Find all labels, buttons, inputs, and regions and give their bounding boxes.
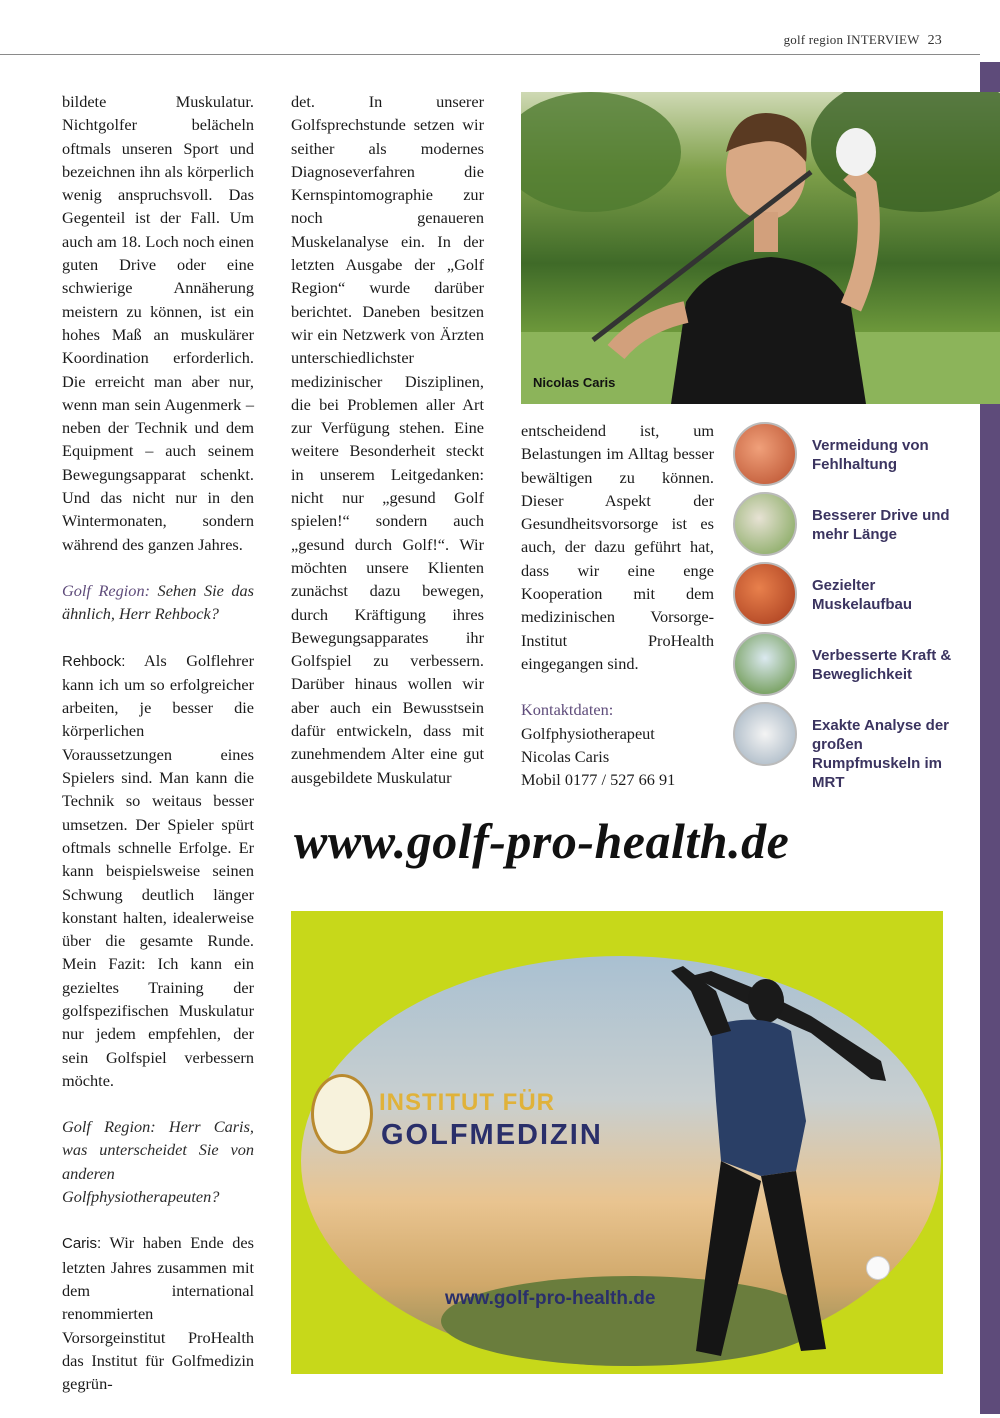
header-rule bbox=[0, 54, 980, 55]
benefit-item bbox=[731, 492, 971, 562]
mri-icon bbox=[733, 702, 797, 766]
contact-block bbox=[521, 698, 714, 791]
golf-ball-icon bbox=[866, 1256, 890, 1280]
question-text: Sehen Sie das ähnlich, Herr Rehbock? bbox=[62, 580, 254, 624]
contact-name: Nicolas Caris bbox=[521, 746, 610, 766]
website-headline[interactable]: www.golf-pro-health.de bbox=[294, 813, 790, 869]
benefit-item bbox=[731, 562, 971, 632]
institute-logo-icon bbox=[311, 1074, 373, 1154]
golfer-portrait-illustration bbox=[521, 92, 1000, 404]
interview-question bbox=[62, 579, 254, 626]
col3-paragraph: entscheidend ist, um Belastungen im Alltag besser bewältigen zu können. Dieser Aspekt der Gesundheitsvorsorge ist es auch, der dazu geführt hat, dass wir eine enge Kooperation mit dem medizinischen Vorsorge-Institut ProHealth eingegangen sind. bbox=[521, 421, 714, 673]
col1-paragraph: bildete Muskulatur. Nichtgolfer belächeln oftmals unseren Sport und bezeichnen ihn als körperlich wenig anspruchsvoll. Das Gegenteil ist der Fall. Um auch am 18. Loch noch einen guten Drive oder eine schwierige Annäherung meistern zu können, ist ein hohes Maß an muskulärer Koordination erforderlich. Die erreicht man aber nur, wenn man sein Augenmerk – neben der Technik und dem Equipment – auch seinem Bewegungsapparat schenkt. Und das nicht nur in den Wintermonaten, sondern während des ganzen Jahres. bbox=[62, 92, 254, 554]
benefit-label: Besserer Drive und mehr Länge bbox=[812, 507, 950, 543]
benefit-item bbox=[731, 422, 971, 492]
portrait-photo bbox=[521, 92, 1000, 404]
header-label: golf region INTERVIEW bbox=[783, 32, 920, 47]
thumbs-up-icon bbox=[733, 492, 797, 556]
page-number: 23 bbox=[927, 33, 942, 48]
golfer-icon bbox=[733, 632, 797, 696]
column-1 bbox=[62, 90, 254, 1418]
ad-title-line2: GOLFMEDIZIN bbox=[381, 1119, 603, 1151]
interview-question-2: Golf Region: Herr Caris, was unterscheidet Sie von anderen Golfphysiotherapeuten? bbox=[62, 1117, 254, 1207]
benefit-label: Exakte Analyse der großen Rumpfmuskeln im MRT bbox=[812, 717, 950, 791]
speaker-name: Rehbock: bbox=[62, 652, 126, 670]
question-lead: Golf Region: bbox=[62, 580, 151, 600]
contact-phone: Mobil 0177 / 527 66 91 bbox=[521, 770, 676, 790]
benefit-label: Verbesserte Kraft & Beweglichkeit bbox=[812, 647, 952, 683]
benefit-label: Gezielter Muskelaufbau bbox=[812, 577, 913, 613]
answer-paragraph bbox=[62, 649, 254, 1093]
col2-paragraph: det. In unserer Golfsprechstunde setzen wir seither als modernes Diagnoseverfahren die Kernspintomographie zur noch genaueren Muskelanalyse ein. In der letzten Ausgabe der „Golf Region“ wurde darüber berichtet. Daneben besitzen wir ein Netzwerk von Ärzten unterschiedlichster medizinischer Disziplinen, die bei Problemen aller Art zur Verfügung stehen. Eine weitere Besonderheit steckt in unserem Leitgedanken: nicht nur „gesund Golf spielen!“ sondern auch „gesund durch Golf!“. Wir möchten unsere Klienten zunächst dazu bewegen, durch Kräftigung ihres Bewegungsapparates ihr Golfspiel zu verbessern. Darüber hinaus wollen wir aber auch ein Bewusstsein dafür entwickeln, dass mit zunehmendem Alter eine gut ausgebildete Muskulatur bbox=[291, 92, 484, 787]
contact-role: Golfphysiotherapeut bbox=[521, 723, 655, 743]
muscle-icon bbox=[733, 562, 797, 626]
benefit-label: Vermeidung von Fehlhaltung bbox=[812, 437, 929, 473]
column-3 bbox=[521, 419, 714, 791]
institute-advertisement bbox=[291, 911, 943, 1374]
ad-url[interactable]: www.golf-pro-health.de bbox=[445, 1288, 656, 1309]
speaker-name-2: Caris: bbox=[62, 1235, 102, 1253]
running-header bbox=[784, 32, 942, 49]
answer-text: Als Golflehrer kann ich um so erfolgreicher arbeiten, je besser die körperlichen Voraussetzungen eines Spielers sind. Man kann die Technik so weitaus besser umsetzen. Der Spieler spürt oftmals schnelle Erfolge. Er kann beispielsweise seinen Schwung deutlich länger konstant halten, idealerweise über die gesamte Runde. Mein Fazit: Ich kann ein gezieltes Training der golfspezifischen Muskulatur nur jedem empfehlen, der sein Golfspiel verbessern möchte. bbox=[62, 650, 254, 1090]
benefit-item bbox=[731, 702, 971, 791]
answer-paragraph-2 bbox=[62, 1231, 254, 1395]
back-pain-icon bbox=[733, 422, 797, 486]
benefit-item bbox=[731, 632, 971, 702]
sidebar-gap bbox=[980, 0, 1000, 62]
benefits-list bbox=[731, 422, 971, 791]
ad-title-line1: INSTITUT FÜR bbox=[379, 1089, 555, 1116]
contact-heading: Kontaktdaten: bbox=[521, 700, 614, 720]
photo-caption: Nicolas Caris bbox=[533, 375, 616, 390]
column-2 bbox=[291, 90, 484, 812]
answer-text-2: Wir haben Ende des letzten Jahres zusammen mit dem international renommierten Vorsorgeinstitut ProHealth das Institut für Golfmedizin gegrün- bbox=[62, 1233, 254, 1394]
